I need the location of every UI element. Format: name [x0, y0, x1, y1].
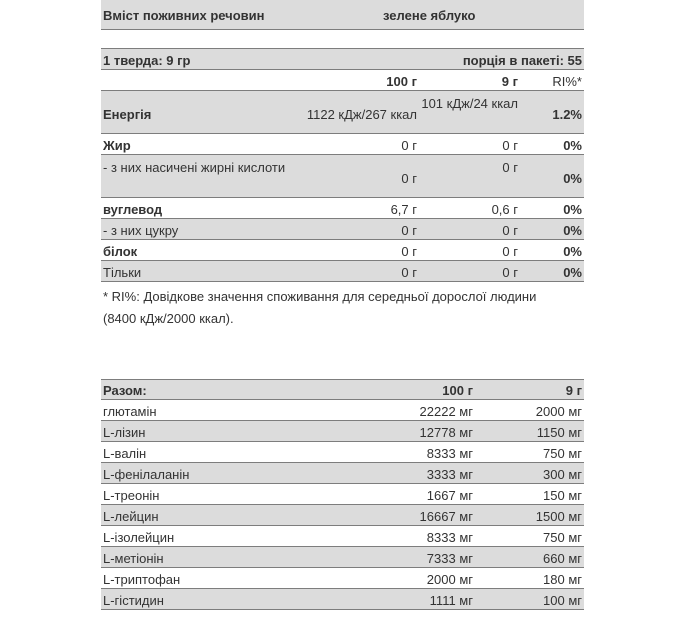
header-empty — [101, 79, 289, 81]
nutrient-ri: 0% — [563, 222, 582, 238]
nutrition-row — [101, 261, 584, 282]
nutrition-panel — [101, 0, 584, 610]
nutrient-per100: 6,7 г — [390, 201, 417, 217]
serving-size: 1 тверда: 9 гр — [103, 52, 191, 68]
amino-per-serving: 750 мг — [543, 529, 582, 545]
amino-row — [101, 442, 584, 463]
nutrient-per-serving: 0,6 г — [491, 201, 518, 217]
amino-header-per100: 100 г — [442, 383, 473, 398]
amino-per100: 1667 мг — [426, 487, 473, 503]
amino-header-name: Разом: — [103, 383, 147, 398]
amino-per100: 16667 мг — [419, 508, 473, 524]
amino-row — [101, 526, 584, 547]
nutrient-per100: 0 г — [401, 171, 417, 186]
nutrient-name: - з них цукру — [103, 222, 179, 238]
amino-row — [101, 568, 584, 589]
header-per100: 100 г — [386, 73, 417, 89]
amino-name: L-гістидин — [103, 592, 164, 608]
amino-header-row — [101, 379, 584, 400]
nutrient-per100: 1122 кДж/267 ккал — [306, 107, 417, 122]
amino-header-per-serving: 9 г — [565, 383, 582, 398]
servings-per-pack: порція в пакеті: 55 — [462, 52, 582, 68]
nutrient-ri: 0% — [563, 201, 582, 217]
amino-row — [101, 421, 584, 442]
nutrition-row — [101, 134, 584, 155]
amino-per-serving: 180 мг — [543, 571, 582, 587]
nutrition-row — [101, 198, 584, 219]
nutrient-ri: 0% — [563, 264, 582, 280]
nutrient-per-serving: 0 г — [502, 160, 518, 175]
nutrition-row — [101, 91, 584, 134]
amino-per100: 3333 мг — [426, 466, 473, 482]
amino-row — [101, 505, 584, 526]
amino-per-serving: 1500 мг — [535, 508, 582, 524]
ri-footnote: * RI%: Довідкове значення споживання для середньої дорослої людини (8400 кДж/2000 ккал). — [103, 289, 537, 326]
amino-row — [101, 463, 584, 484]
nutrition-title-row — [101, 0, 584, 30]
nutrient-name: Жир — [103, 137, 131, 153]
amino-per-serving: 100 мг — [543, 592, 582, 608]
nutrient-per100: 0 г — [401, 137, 417, 153]
header-ri: RI%* — [552, 73, 582, 89]
nutrition-rows — [101, 91, 584, 282]
amino-name: L-треонін — [103, 487, 160, 503]
amino-name: L-метіонін — [103, 550, 164, 566]
nutrition-row — [101, 240, 584, 261]
amino-name: L-триптофан — [103, 571, 181, 587]
nutrition-header-row — [101, 70, 584, 91]
title-spacer — [101, 30, 584, 49]
nutrient-per-serving: 0 г — [502, 137, 518, 153]
amino-name: L-лейцин — [103, 508, 159, 524]
nutrient-per-serving: 0 г — [502, 222, 518, 238]
header-per-serving: 9 г — [501, 73, 518, 89]
amino-per-serving: 150 мг — [543, 487, 582, 503]
amino-row — [101, 547, 584, 568]
nutrition-title: Вміст поживних речовин — [103, 8, 265, 23]
nutrient-per-serving: 0 г — [502, 264, 518, 280]
nutrition-row — [101, 155, 584, 198]
nutrient-name: Енергія — [103, 107, 152, 122]
amino-per-serving: 1150 мг — [536, 424, 582, 440]
amino-per100: 1111 мг — [429, 592, 473, 608]
amino-row — [101, 400, 584, 421]
nutrient-name: білок — [103, 243, 138, 259]
amino-per-serving: 660 мг — [543, 550, 582, 566]
nutrient-per-serving: 101 кДж/24 ккал — [421, 96, 518, 111]
amino-per-serving: 750 мг — [543, 445, 582, 461]
section-gap — [101, 334, 584, 379]
amino-per100: 12778 мг — [419, 424, 473, 440]
amino-per100: 2000 мг — [426, 571, 473, 587]
amino-name: L-ізолейцин — [103, 529, 175, 545]
nutrient-name: вуглевод — [103, 201, 163, 217]
nutrient-ri: 1.2% — [552, 107, 582, 122]
nutrient-ri: 0% — [563, 171, 582, 186]
amino-per100: 22222 мг — [419, 403, 473, 419]
amino-name: L-лізин — [103, 424, 146, 440]
serving-row — [101, 49, 584, 70]
nutrient-per-serving: 0 г — [502, 243, 518, 259]
nutrient-ri: 0% — [563, 243, 582, 259]
nutrition-row — [101, 219, 584, 240]
amino-row — [101, 484, 584, 505]
amino-per-serving: 300 мг — [543, 466, 582, 482]
amino-row — [101, 589, 584, 610]
nutrient-per100: 0 г — [401, 222, 417, 238]
amino-per-serving: 2000 мг — [535, 403, 582, 419]
nutrient-per100: 0 г — [401, 243, 417, 259]
nutrient-name: - з них насичені жирні кислоти — [103, 160, 286, 175]
amino-per100: 8333 мг — [426, 445, 473, 461]
amino-per100: 7333 мг — [426, 550, 473, 566]
flavor-label: зелене яблуко — [383, 8, 476, 23]
amino-name: L-фенілаланін — [103, 466, 190, 482]
nutrient-per100: 0 г — [401, 264, 417, 280]
nutrient-ri: 0% — [563, 137, 582, 153]
amino-per100: 8333 мг — [426, 529, 473, 545]
amino-name: L-валін — [103, 445, 147, 461]
amino-rows — [101, 400, 584, 610]
nutrient-name: Тільки — [103, 264, 142, 280]
amino-name: глютамін — [103, 403, 157, 419]
